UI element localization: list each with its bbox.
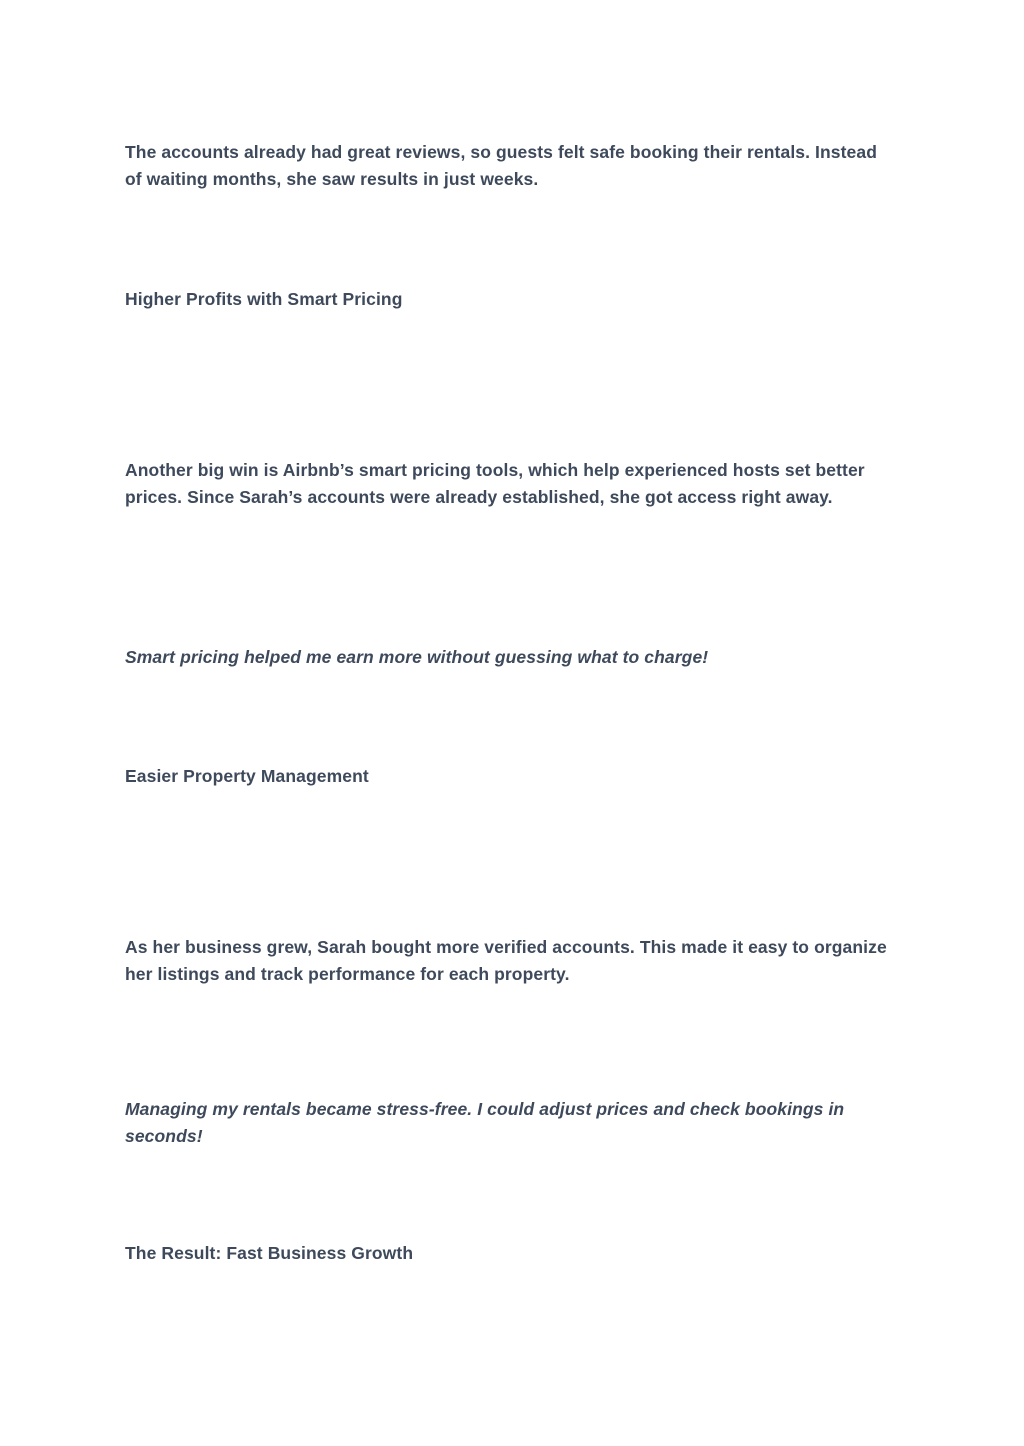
paragraph-reviews-results: The accounts already had great reviews, so guests felt safe booking their rentals. Instead of waiting months, she saw results in just weeks. <box>125 141 878 189</box>
heading-easier-property-management: Easier Property Management <box>125 766 369 786</box>
quote-smart-pricing: Smart pricing helped me earn more without guessing what to charge! <box>125 646 709 667</box>
heading-result-fast-growth: The Result: Fast Business Growth <box>125 1243 414 1263</box>
quote-managing-rentals: Managing my rentals became stress-free. I could adjust prices and check bookings in seconds! <box>125 1098 845 1146</box>
heading-higher-profits: Higher Profits with Smart Pricing <box>125 289 403 309</box>
paragraph-smart-pricing-tools: Another big win is Airbnb’s smart pricing tools, which help experienced hosts set better prices. Since Sarah’s accounts were already established, she got access right away. <box>125 459 865 507</box>
paragraph-business-grew: As her business grew, Sarah bought more verified accounts. This made it easy to organize her listings and track performance for each property. <box>125 936 887 984</box>
